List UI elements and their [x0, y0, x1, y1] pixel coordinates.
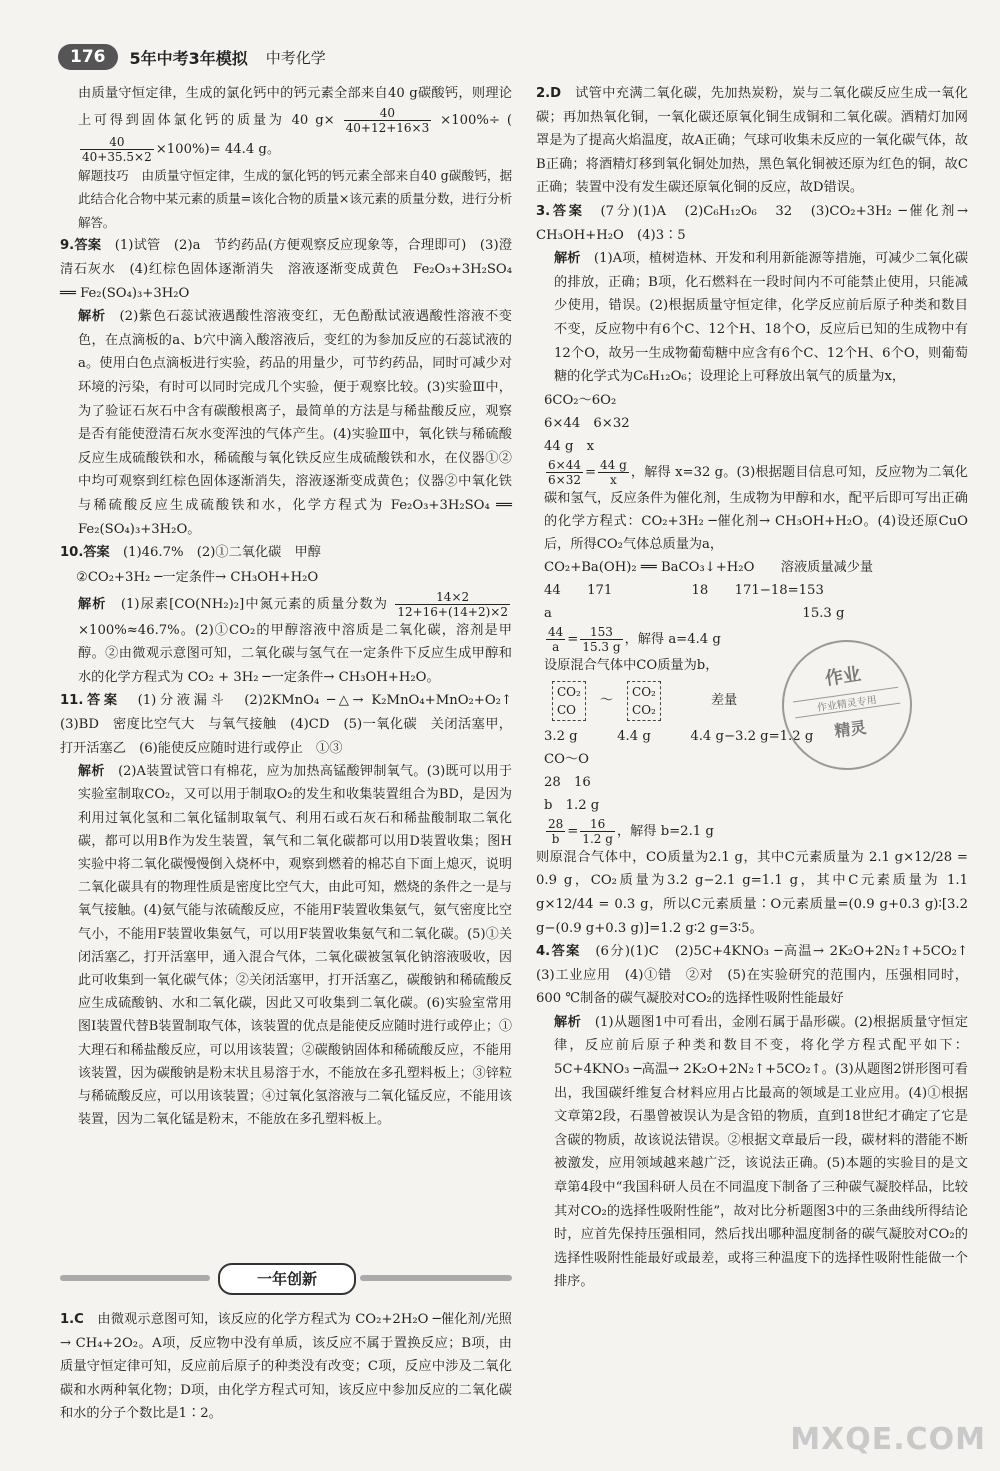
- gas-box: [552, 681, 586, 721]
- fraction: [546, 625, 565, 654]
- stamp-text: 作业: [823, 663, 863, 690]
- paragraph: 则原混合气体中，CO质量为2.1 g，其中C元素质量为 2.1 g×12/28 = 0.9 g，CO₂质量为3.2 g−2.1 g=1.1 g，其中C元素质量为 1.1 g×12/44 = 0.3 g，所以C元素质量∶O元素质量=(0.9 g+0.3 g)∶[3.2 g−(0.9 g+0.3 g)]=1.2 g∶2 g=3∶5。: [536, 849, 968, 936]
- analysis-text: ×100%≈46.7%。(2)①CO₂的甲醇溶液中溶质是二氧化碳，溶剂是甲醇。②由微观示意图可知，二氧化碳与氢气在一定条件下反应生成甲醇和水的化学方程式为 CO₂ + 3H₂ ─一定条件→ CH₃OH+H₂O。: [78, 622, 512, 685]
- analysis-text: (1)从题图1中可看出，金刚石属于晶形碳。(2)根据质量守恒定律，反应前后原子种类和数目不变，将化学方程式配平如下：5C+4KNO₃ ─高温→ 2K₂O+2N₂↑+5CO₂↑。(3)从题图2饼形图可看出，我国碳纤维复合材料应用占比最高的领域是工业应用。(4)①根据文章第2段，石墨曾被误认为是含铅的物质，直到18世纪才确定了它是含碳的物质，故该说法错误。②根据文章最后一段，碳材料的潜能不断被激发，应用领域越来越广泛，该说法正确。(5)本题的实验目的是文章第4段中“我国科研人员在不同温度下制备了三种碳气凝胶样品，比较其对CO₂的选择性吸附性能”，故对比分析题图3中的三条曲线所得结论时，应首先保持压强相同，然后找出哪种温度制备的碳气凝胶对CO₂的选择性吸附性能最好或最差，或将三种温度下的选择性吸附性能做一个排序。: [554, 1014, 969, 1290]
- answer-text: 试管中充满二氧化碳，先加热炭粉，炭与二氧化碳反应生成一氧化碳；再加热氧化铜，一氧化碳还原氧化铜生成铜和二氧化碳。酒精灯加网罩是为了提高火焰温度，故A正确；气球可收集未反应的一氧化碳气体，故B正确；将酒精灯移到氧化铜处加热，黑色氧化铜被还原为红色的铜，故C正确；装置中没有发生碳还原氧化铜的反应，故D错误。: [536, 86, 968, 196]
- answer-1: [60, 1308, 512, 1426]
- answer-label: 11.答案: [60, 693, 121, 709]
- book-title: 5年中考3年模拟: [129, 48, 248, 68]
- calc-line: CO～O: [544, 751, 589, 767]
- fraction-denominator: 1.2 g: [582, 831, 613, 846]
- fraction-denominator: 40+35.5×2: [82, 149, 152, 164]
- fraction: [395, 590, 510, 619]
- analysis-label: 解析: [78, 596, 107, 612]
- fraction: [598, 458, 629, 487]
- tilde-symbol: ～: [599, 693, 614, 709]
- fraction: [546, 458, 583, 487]
- answer-label: 1.C: [60, 1312, 84, 1327]
- analysis-text: (1)A项，植树造林、开发和利用新能源等措施，可减少二氧化碳的排放，正确；B项，化石燃料在一段时间内不可能禁止使用，只能减少使用，错误。(2)根据质量守恒定律，化学反应前后原子种类和数目不变，反应物中有6个C、12个H、18个O，反应后已知的生成物中有12个O，故另一生成物葡萄糖中应含有6个C、12个H、6个O，则葡萄糖的化学式为C₆H₁₂O₆；设理论上可释放出氧气的质量为x，: [554, 251, 969, 385]
- fraction-denominator: 40+12+16×3: [345, 120, 430, 135]
- fraction-denominator: x: [610, 472, 617, 487]
- box-item: CO₂: [632, 702, 656, 717]
- box-item: CO₂: [632, 684, 656, 699]
- page-number: 176: [58, 44, 118, 70]
- calc-line: 28 16: [544, 774, 591, 790]
- fraction-numerator: 40: [80, 135, 154, 150]
- fraction-numerator: 40: [344, 106, 432, 121]
- text: ×100%÷: [440, 112, 500, 128]
- answer-text: (1)分液漏斗 (2)2KMnO₄ ─△→ K₂MnO₄+MnO₂+O₂↑ (3)BD 密度比空气大 与氧气接触 (4)CD (5)一氧化碳 关闭活塞甲，打开活塞乙 (6)能使反应随时进行或停止 ①③: [60, 693, 526, 756]
- section-banner: [60, 1263, 512, 1293]
- answer-9: [60, 234, 512, 305]
- fraction: [580, 625, 622, 654]
- analysis-text: (2)A装置试管口有棉花，应为加热高锰酸钾制氧气。(3)既可以用于实验室制取CO₂，又可以用于制取O₂的发生和收集装置组合为BD，是因为利用过氧化氢和二氧化锰制取氧气、利用石或石灰石和稀盐酸制取二氧化碳，都可以用B作为发生装置，氧气和二氧化碳都可以用D装置收集；图H实验中将二氧化碳慢慢倒入烧杯中，观察到燃着的棉芯自下面上熄灭，说明二氧化碳具有的物理性质是密度比空气大，由此可知，燃烧的条件之一是与氧气接触。(4)氨气能与浓硫酸反应，不能用F装置收集氨气，氨气密度比空气小，不能用F装置收集氨气，可以用F装置收集氨气和二氧化碳。(5)①关闭活塞乙，打开活塞甲，通入混合气体，二氧化碳被氢氧化钠溶液吸收，因此可收集到一氧化碳气体；②关闭活塞甲，打开活塞乙，碳酸钠和稀硫酸反应生成硫酸钠、水和二氧化碳，因此又可收集到二氧化碳。(6)实验室常用图I装置代替B装置制取气体，该装置的优点是能使反应随时进行或停止；①大理石和稀盐酸反应，可以用该装置；②碳酸钠固体和稀硫酸反应，不能用该装置，因为碳酸钠是粉末状且易溶于水，不能放在多孔塑料板上；③锌粒与稀硫酸反应，可以用该装置；④过氧化氢溶液与二氧化锰反应，不能用该装置，因为二氧化锰是粉末，不能放在多孔塑料板上。: [78, 764, 512, 1128]
- text: ×100%)= 44.4 g。: [155, 141, 281, 157]
- answer-label: 9.答案: [60, 238, 102, 254]
- difference-label: 差量: [710, 693, 738, 709]
- page-header: [58, 42, 326, 72]
- left-column: [60, 82, 526, 1132]
- calc-line: 6×44 6×32: [544, 415, 630, 431]
- gas-box: [627, 681, 661, 721]
- calc-line: $\frac{44}{a}$ = $\frac{153}{15.3 g}$ ，解得 a=4.4 g: [548, 624, 721, 654]
- fraction-denominator: b: [551, 831, 560, 846]
- calc-result: ，解得 a=4.4 g: [624, 631, 721, 647]
- answer-label: 4.答案: [536, 944, 581, 960]
- calc-line: a 15.3 g: [544, 605, 845, 621]
- text: 由质量守恒定律，生成的氯化钙中的钙元素全部来自40 g碳酸钙，则理论上可得到固体氯化钙的质量为 40 g×: [78, 86, 512, 128]
- fraction-numerator: 153: [580, 625, 622, 640]
- analysis-label: 解析: [78, 309, 106, 325]
- answer-text: (1)46.7% (2)①二氧化碳 甲醇: [122, 545, 321, 561]
- box-item: CO₂: [557, 684, 581, 699]
- paragraph: 由质量守恒定律，生成的氯化钙中的钙元素全部来自40 g碳酸钙，则理论上可得到固体氯化钙的质量为 40 g× $\frac{40}{40+12+16\times 3}$ ×100%÷ ( $\frac{40}{40+35.5\times 2}$ ×100%)= 44.4 g。: [78, 86, 512, 164]
- calc-line: 3.2 g 4.4 g 4.4 g−3.2 g=1.2 g: [544, 728, 814, 744]
- analysis-3: [536, 247, 968, 389]
- watermark: MXQE.COM: [790, 1422, 986, 1457]
- calculation-block: [536, 389, 968, 846]
- calc-result: ，解得 b=2.1 g: [616, 823, 714, 839]
- fraction-denominator: 15.3 g: [582, 639, 621, 654]
- answer-4: [536, 940, 982, 1011]
- fraction-denominator: a: [552, 639, 560, 654]
- answer-text: (1)试管 (2)a 节约药品(方便观察反应现象等，合理即可) (3)澄清石灰水 (4)红棕色固体逐渐消失 溶液逐渐变成黄色 Fe₂O₃+3H₂SO₄ ══ Fe₂(SO₄)₃+3H₂O: [60, 238, 513, 301]
- subject-label: 中考化学: [265, 48, 326, 67]
- fraction-numerator: 44 g: [600, 457, 627, 472]
- fraction: [580, 817, 615, 846]
- answer-label: 3.答案: [536, 203, 585, 219]
- answer-10: [60, 541, 512, 565]
- calc-line: 44 171 18 171−18=153: [544, 582, 824, 598]
- fraction-numerator: 14×2: [395, 590, 510, 605]
- analysis-10: [60, 590, 512, 690]
- analysis-text: ，解得 x=32 g。(3)根据题目信息可知，反应物为二氧化碳和氢气，反应条件为催化剂，生成物为甲醇和水，配平后即可写出正确的化学方程式：CO₂+3H₂ ─催化剂→ CH₃OH+H₂O。(4)设还原CuO后，所得CO₂气体总质量为a，: [544, 464, 968, 552]
- stamp-text: 作业精灵专用: [793, 687, 900, 719]
- fraction: [344, 106, 432, 135]
- answer-text: 由微观示意图可知，该反应的化学方程式为 CO₂+2H₂O ─催化剂/光照→ CH₄+2O₂。A项，反应物中没有单质，该反应不属于置换反应；B项，由质量守恒定律可知，反应前后原子的种类没有改变；C项，反应中涉及二氧化碳和水两种氧化物；D项，由化学方程式可知，该反应中参加反应的二氧化碳和水的分子个数比是1∶2。: [60, 1312, 512, 1422]
- calc-line: 设原混合气体中CO质量为b，: [544, 657, 719, 673]
- analysis-9: [60, 305, 512, 541]
- answer-11: [60, 689, 526, 760]
- fraction-numerator: 44: [548, 624, 564, 639]
- analysis-11: [60, 760, 512, 1131]
- fraction: [80, 135, 154, 164]
- fraction-numerator: 28: [548, 816, 564, 831]
- fraction-denominator: 12+16+(14+2)×2: [397, 604, 508, 619]
- calc-line: CO₂+Ba(OH)₂ ══ BaCO₃↓+H₂O 溶液质量减少量: [544, 559, 874, 575]
- analysis-label: 解析: [78, 764, 105, 780]
- calc-line: $\frac{6\times 44}{6\times 32}$ = $\frac{44 g}{x}$ ，解得 x=32 g。(3)根据题目信息可知，反应物为二氧化碳和氢气，反应条件为催化剂，生成物为甲醇和水，配平后即可写出正确的化学方程式：CO₂+3H₂ ─催化剂→ CH₃OH+H₂O。(4)设还原CuO后，所得CO₂气体总质量为a，: [544, 457, 968, 552]
- analysis-text: (2)紫色石蕊试液遇酸性溶液变红，无色酚酞试液遇酸性溶液不变色，在点滴板的a、b穴中滴入酸溶液后，变红的为参加反应的石蕊试液的a。使用白色点滴板进行实验，药品的用量少，可节约药品，同时可减少对环境的污染，有时可以同时完成几个实验，便于观察比较。(3)实验Ⅲ中，为了验证石灰石中含有碳酸根离子，最简单的方法是与稀盐酸反应，观察是否有能使澄清石灰水变浑浊的气体产生。(4)实验Ⅲ中，氧化铁与稀硫酸反应生成硫酸铁和水，稀硫酸与氧化铁反应生成硫酸铁和水，在仪器①②中均可观察到红棕色固体逐渐消失，溶液逐渐变成黄色；仪器②中氧化铁与稀硫酸反应生成硫酸铁和水，化学方程式为 Fe₂O₃+3H₂SO₄ ══ Fe₂(SO₄)₃+3H₂O。: [78, 309, 512, 537]
- calc-line: $\frac{28}{b}$ = $\frac{16}{1.2 g}$ ，解得 b=2.1 g: [548, 816, 714, 846]
- analysis-label: 解析: [554, 251, 581, 267]
- stamp-text: 精灵: [833, 717, 868, 741]
- analysis-text: (1)尿素[CO(NH₂)₂]中氮元素的质量分数为: [120, 596, 389, 612]
- banner-bar-left: [60, 1275, 210, 1281]
- answer-text: (6分)(1)C (2)5C+4KNO₃ ─高温→ 2K₂O+2N₂↑+5CO₂↑ (3)工业应用 (4)①错 ②对 (5)在实验研究的范围内，压强相同时，600 ℃制备的碳气凝胶对CO₂的选择性吸附性能最好: [536, 944, 982, 1007]
- solving-tip: 解题技巧 由质量守恒定律，生成的氯化钙的钙元素全部来自40 g碳酸钙，据此结合化合物中某元素的质量=该化合物的质量×该元素的质量分数，进行分析解答。: [78, 167, 512, 230]
- calc-line: 6CO₂～6O₂: [544, 392, 617, 408]
- answer-label: 10.答案: [60, 545, 110, 561]
- answer-label: 2.D: [536, 86, 562, 101]
- box-item: CO: [557, 702, 577, 717]
- equation: ②CO₂+3H₂ ─一定条件→ CH₃OH+H₂O: [76, 569, 319, 585]
- banner-bar-right: [360, 1275, 512, 1281]
- answer-text: (7分)(1)A (2)C₆H₁₂O₆ 32 (3)CO₂+3H₂ ─催化剂→ CH₃OH+H₂O (4)3∶5: [536, 203, 969, 243]
- analysis-label: 解析: [554, 1014, 582, 1030]
- fraction-numerator: 16: [580, 817, 615, 832]
- fraction-numerator: 6×44: [548, 457, 581, 472]
- calc-line: 44 g x: [544, 438, 595, 454]
- fraction-denominator: 6×32: [548, 472, 581, 487]
- fraction: [546, 817, 565, 846]
- analysis-4: [536, 1011, 968, 1294]
- answer-3: [536, 200, 968, 247]
- section-title: 一年创新: [218, 1263, 356, 1295]
- calc-line: b 1.2 g: [544, 797, 600, 813]
- answer-2: [536, 82, 968, 200]
- left-column-bottom: [60, 1308, 512, 1426]
